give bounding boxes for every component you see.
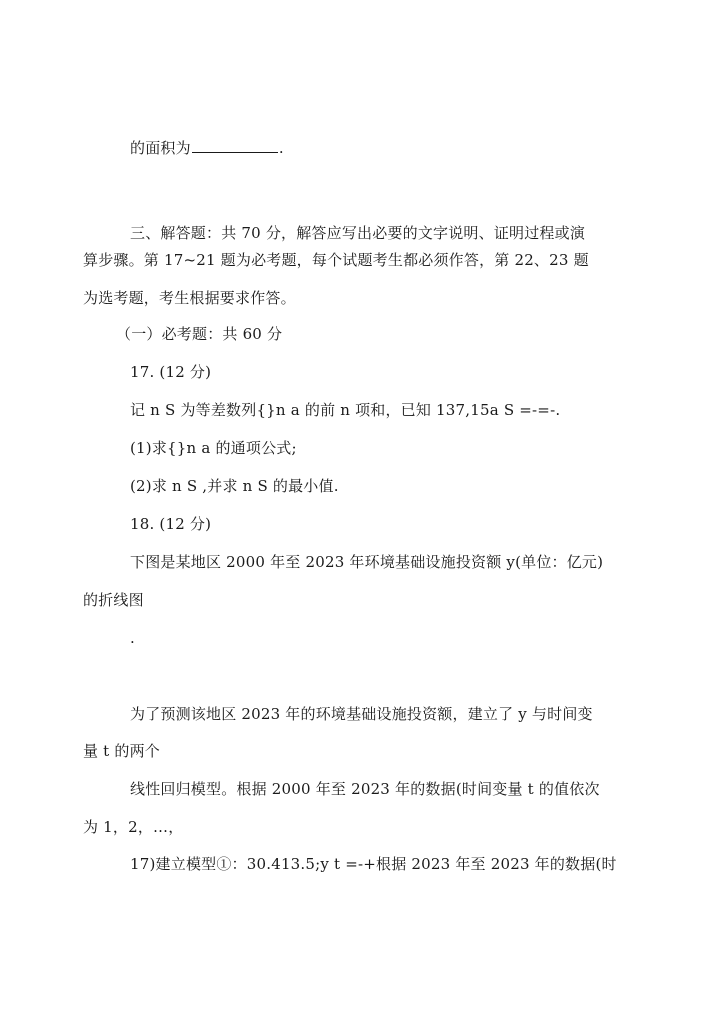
question-18-body-line2: 量 t 的两个 bbox=[83, 742, 160, 760]
question-18-body-line1: 为了预测该地区 2023 年的环境基础设施投资额，建立了 y 与时间变 bbox=[130, 705, 593, 723]
question-18-body-line3: 线性回归模型。根据 2000 年至 2023 年的数据(时间变量 t 的值依次 bbox=[130, 780, 600, 798]
question-18-body-line4: 为 1，2，…， bbox=[83, 818, 184, 836]
area-text: 的面积为 bbox=[130, 139, 191, 157]
question-18-stem-line1: 下图是某地区 2000 年至 2023 年环境基础设施投资额 y(单位：亿元) bbox=[130, 553, 604, 571]
answer-blank[interactable] bbox=[192, 138, 278, 153]
required-subheading: （一）必考题：共 60 分 bbox=[116, 325, 283, 343]
question-17-label: 17. (12 分) bbox=[130, 363, 212, 381]
section-heading-line3: 为选考题，考生根据要求作答。 bbox=[83, 289, 296, 307]
question-17-part1: (1)求{}n a 的通项公式; bbox=[130, 439, 297, 457]
question-17-stem: 记 n S 为等差数列{}n a 的前 n 项和，已知 137,15a S =-=-. bbox=[130, 401, 561, 419]
question-18-figure-placeholder: . bbox=[130, 629, 135, 647]
section-heading-line2: 算步骤。第 17~21 题为必考题，每个试题考生都必须作答，第 22、23 题 bbox=[83, 251, 589, 269]
question-17-part2: (2)求 n S ,并求 n S 的最小值. bbox=[130, 477, 339, 495]
area-period: . bbox=[278, 139, 284, 157]
area-question-fragment bbox=[130, 138, 284, 158]
question-18-label: 18. (12 分) bbox=[130, 515, 212, 533]
section-heading-line1: 三、解答题：共 70 分，解答应写出必要的文字说明、证明过程或演 bbox=[130, 224, 586, 242]
question-18-body-line5: 17)建立模型①：30.413.5;y t =-+根据 2023 年至 2023 年的数据(时 bbox=[130, 855, 617, 873]
question-18-stem-line2: 的折线图 bbox=[83, 591, 144, 609]
